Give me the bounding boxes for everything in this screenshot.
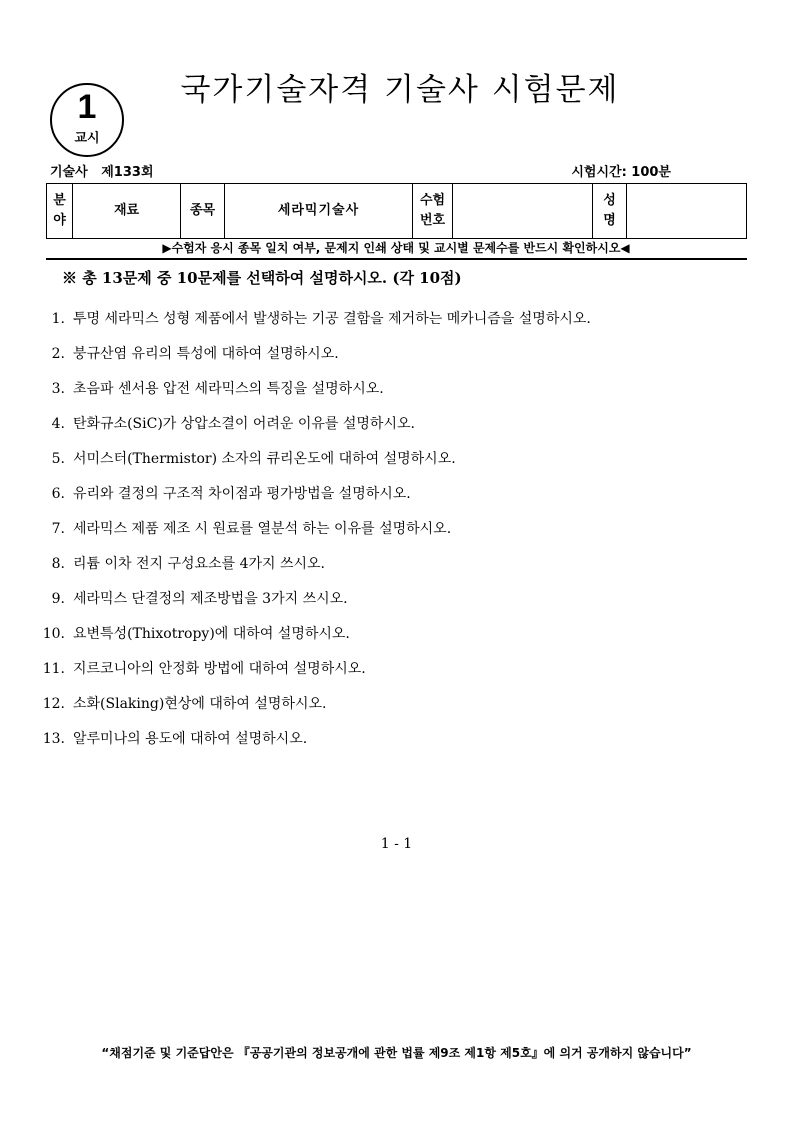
exam-no-label-cell [413, 184, 453, 239]
question-text: 투명 세라믹스 성형 제품에서 발생하는 기공 결함을 제거하는 메카니즘을 설명하시오. [73, 311, 591, 327]
page-title: 국가기술자격 기술사 시험문제 [180, 72, 620, 108]
question-text: 초음파 센서용 압전 세라믹스의 특징을 설명하시오. [73, 381, 384, 397]
question-number: 1. [51, 311, 65, 327]
question-number: 4. [51, 416, 65, 432]
question-number: 6. [51, 486, 65, 502]
exam-no-field[interactable] [453, 184, 593, 239]
question-item [40, 588, 760, 623]
question-text: 소화(Slaking)현상에 대하여 설명하시오. [73, 696, 327, 712]
question-text: 붕규산염 유리의 특성에 대하여 설명하시오. [73, 346, 339, 362]
field-label-top: 분 [53, 193, 66, 208]
question-number: 2. [51, 346, 65, 362]
question-item [40, 308, 760, 343]
category-value: 세라믹기술사 [225, 184, 413, 239]
field-label-bottom: 야 [53, 213, 66, 228]
question-number: 9. [51, 591, 65, 607]
field-value: 재료 [73, 184, 181, 239]
divider [46, 258, 747, 260]
session-badge [50, 83, 124, 157]
exam-time: 시험시간: 100분 [571, 165, 671, 180]
question-text: 리튬 이차 전지 구성요소를 4가지 쓰시오. [73, 556, 325, 572]
question-text: 요변특성(Thixotropy)에 대하여 설명하시오. [73, 626, 350, 642]
instruction-text: ※ 총 13문제 중 10문제를 선택하여 설명하시오. (각 10점) [62, 269, 462, 287]
question-list [40, 308, 760, 763]
field-label-cell [47, 184, 73, 239]
disclosure-footer: “채점기준 및 기준답안은 『공공기관의 정보공개에 관한 법률 제9조 제1항 제5호』에 의거 공개하지 않습니다” [101, 1046, 692, 1060]
question-item [40, 343, 760, 378]
question-item [40, 378, 760, 413]
category-label: 종목 [181, 184, 225, 239]
question-item [40, 413, 760, 448]
question-item [40, 483, 760, 518]
question-text: 서미스터(Thermistor) 소자의 큐리온도에 대하여 설명하시오. [73, 451, 456, 467]
name-field[interactable] [627, 184, 747, 239]
exam-no-label-bottom: 번호 [419, 213, 446, 228]
question-text: 세라믹스 단결정의 제조방법을 3가지 쓰시오. [73, 591, 348, 607]
exam-info-table [46, 183, 747, 239]
question-item [40, 728, 760, 763]
question-item [40, 693, 760, 728]
question-number: 7. [51, 521, 65, 537]
question-number: 12. [42, 696, 65, 712]
question-text: 유리와 결정의 구조적 차이점과 평가방법을 설명하시오. [73, 486, 411, 502]
question-number: 8. [51, 556, 65, 572]
question-number: 5. [51, 451, 65, 467]
exam-no-label-top: 수험 [419, 193, 446, 208]
question-text: 지르코니아의 안정화 방법에 대하여 설명하시오. [73, 661, 366, 677]
name-label-bottom: 명 [603, 213, 616, 228]
question-number: 11. [42, 661, 65, 677]
question-text: 알루미나의 용도에 대하여 설명하시오. [73, 731, 308, 747]
question-number: 3. [51, 381, 65, 397]
exam-number: 기술사 제133회 [50, 165, 154, 180]
session-number: 1 [77, 88, 97, 126]
question-item [40, 553, 760, 588]
question-number: 10. [42, 626, 65, 642]
question-item [40, 623, 760, 658]
question-item [40, 448, 760, 483]
question-text: 세라믹스 제품 제조 시 원료를 열분석 하는 이유를 설명하시오. [73, 521, 452, 537]
session-label: 교시 [74, 131, 100, 146]
question-item [40, 658, 760, 693]
question-number: 13. [42, 731, 65, 747]
question-item [40, 518, 760, 553]
question-text: 탄화규소(SiC)가 상압소결이 어려운 이유를 설명하시오. [73, 416, 415, 432]
name-label-top: 성 [603, 193, 616, 208]
check-notice: ▶수험자 응시 종목 일치 여부, 문제지 인쇄 상태 및 교시별 문제수를 반드시 확인하시오◀ [162, 241, 630, 255]
name-label-cell [593, 184, 627, 239]
page-number: 1 - 1 [380, 836, 413, 852]
